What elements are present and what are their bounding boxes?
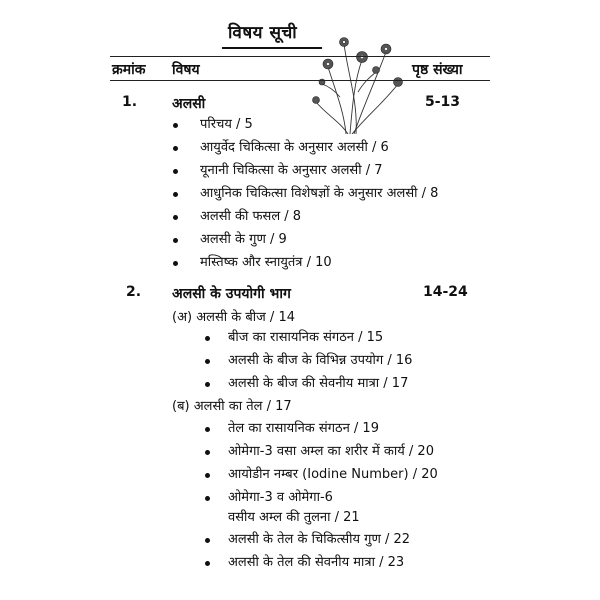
list-item: आयोडीन नम्बर (Iodine Number) / 20 — [228, 467, 438, 482]
list-item: अलसी के बीज की सेवनीय मात्रा / 17 — [228, 376, 409, 391]
list-item: अलसी की फसल / 8 — [200, 209, 302, 224]
section-pages: 14-24 — [423, 284, 468, 300]
list-item: आधुनिक चिकित्सा विशेषज्ञों के अनुसार अलसी / 8 — [200, 186, 439, 201]
section-title: अलसी के उपयोगी भाग — [172, 286, 291, 302]
page-title: विषय सूची — [228, 23, 298, 43]
list-item: परिचय / 5 — [200, 117, 253, 132]
list-item: यूनानी चिकित्सा के अनुसार अलसी / 7 — [200, 163, 383, 178]
list-item: ओमेगा-3 व ओमेगा-6 — [228, 490, 333, 505]
header-bottom-rule — [110, 80, 490, 81]
bullet — [173, 123, 178, 128]
column-header-number: क्रमांक — [112, 62, 146, 78]
section-title: अलसी — [172, 96, 206, 112]
subsection-label: (अ) अलसी के बीज / 14 — [172, 310, 295, 325]
list-item: तेल का रासायनिक संगठन / 19 — [228, 421, 379, 436]
list-item: अलसी के बीज के विभिन्न उपयोग / 16 — [228, 353, 413, 368]
list-item: मस्तिष्क और स्नायुतंत्र / 10 — [200, 255, 332, 270]
subsection-label: (ब) अलसी का तेल / 17 — [172, 399, 292, 414]
bullet — [205, 496, 210, 501]
bullet — [173, 261, 178, 266]
bullet — [205, 561, 210, 566]
bullet — [205, 538, 210, 543]
bullet — [173, 146, 178, 151]
bullet — [205, 450, 210, 455]
section-pages: 5-13 — [425, 94, 461, 110]
bullet — [173, 169, 178, 174]
header-top-rule — [110, 56, 490, 57]
column-header-topic: विषय — [172, 62, 200, 78]
bullet — [173, 215, 178, 220]
bullet — [205, 382, 210, 387]
bullet — [173, 192, 178, 197]
list-item: अलसी के गुण / 9 — [200, 232, 287, 247]
list-item: अलसी के तेल के चिकित्सीय गुण / 22 — [228, 532, 411, 547]
column-header-page: पृष्ठ संख्या — [412, 62, 463, 78]
section-number: 1. — [122, 94, 138, 110]
bullet — [205, 359, 210, 364]
bullet — [205, 473, 210, 478]
list-item-continuation: वसीय अम्ल की तुलना / 21 — [228, 510, 360, 525]
flax-flowers-icon — [306, 22, 408, 134]
section-number: 2. — [126, 284, 142, 300]
list-item: ओमेगा-3 वसा अम्ल का शरीर में कार्य / 20 — [228, 444, 434, 459]
list-item: आयुर्वेद चिकित्सा के अनुसार अलसी / 6 — [200, 140, 389, 155]
bullet — [205, 336, 210, 341]
list-item: अलसी के तेल की सेवनीय मात्रा / 23 — [228, 555, 405, 570]
bullet — [173, 238, 178, 243]
bullet — [205, 427, 210, 432]
list-item: बीज का रासायनिक संगठन / 15 — [228, 330, 384, 345]
